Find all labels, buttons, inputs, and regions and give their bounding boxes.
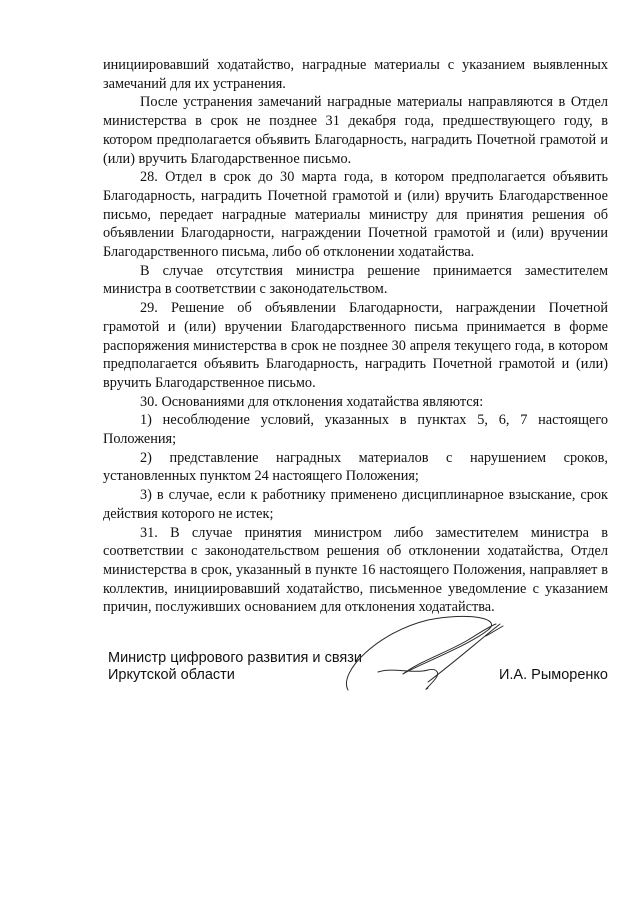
paragraph-item-31: 31. В случае принятия министром либо заместителем министра в соответствии с законодательством решения об отклонении ходатайства, Отдел министерства в срок, указанный в пункте 16 настоящего Положения, направляет в коллектив, инициировавший ходатайство, письменное уведомление с указанием причин, послуживших основанием для отклонения ходатайства. bbox=[103, 524, 608, 616]
document-body bbox=[103, 56, 608, 617]
paragraph-item-28: 28. Отдел в срок до 30 марта года, в котором предполагается объявить Благодарность, наградить Почетной грамотой и (или) вручить Благодарственное письмо, передает наградные материалы министру для принятия решения об объявлении Благодарности, награждении Почетной грамотой и (или) вручении Благодарственного письма, либо об отклонении ходатайства. bbox=[103, 169, 608, 261]
signatory-title-line-2: Иркутской области bbox=[108, 667, 235, 683]
paragraph-minister-absence: В случае отсутствия министра решение принимается заместителем министра в соответствии с законодательством. bbox=[103, 262, 608, 298]
paragraph-continuation: инициировавший ходатайство, наградные материалы с указанием выявленных замечаний для их устранения. bbox=[103, 57, 608, 92]
paragraph-item-30: 30. Основаниями для отклонения ходатайства являются: bbox=[140, 393, 484, 410]
paragraph-item-30-2: 2) представление наградных материалов с нарушением сроков, установленных пунктом 24 настоящего Положения; bbox=[103, 449, 608, 485]
paragraph-item-29: 29. Решение об объявлении Благодарности, награждении Почетной грамотой и (или) вручении Благодарственного письма принимается в форме распоряжения министерства в срок не позднее 30 апреля текущего года, в котором предполагается объявить Благодарность, наградить Почетной грамотой и (или) вручить Благодарственное письмо. bbox=[103, 300, 608, 391]
paragraph-item-30-1: 1) несоблюдение условий, указанных в пунктах 5, 6, 7 настоящего Положения; bbox=[103, 412, 608, 448]
signatory-name: И.А. Рыморенко bbox=[498, 667, 608, 683]
paragraph-after-corrections: После устранения замечаний наградные материалы направляются в Отдел министерства в срок не позднее 31 декабря года, предшествующего году, в котором предполагается объявить Благодарность, наградить Почетной грамотой и (или) вручить Благодарственное письмо. bbox=[103, 94, 608, 167]
signatory-title-line-1: Министр цифрового развития и связи bbox=[108, 650, 362, 666]
paragraph-item-30-3: 3) в случае, если к работнику применено дисциплинарное взыскание, срок действия которого не истек; bbox=[103, 487, 608, 522]
handwritten-signature bbox=[318, 612, 518, 692]
